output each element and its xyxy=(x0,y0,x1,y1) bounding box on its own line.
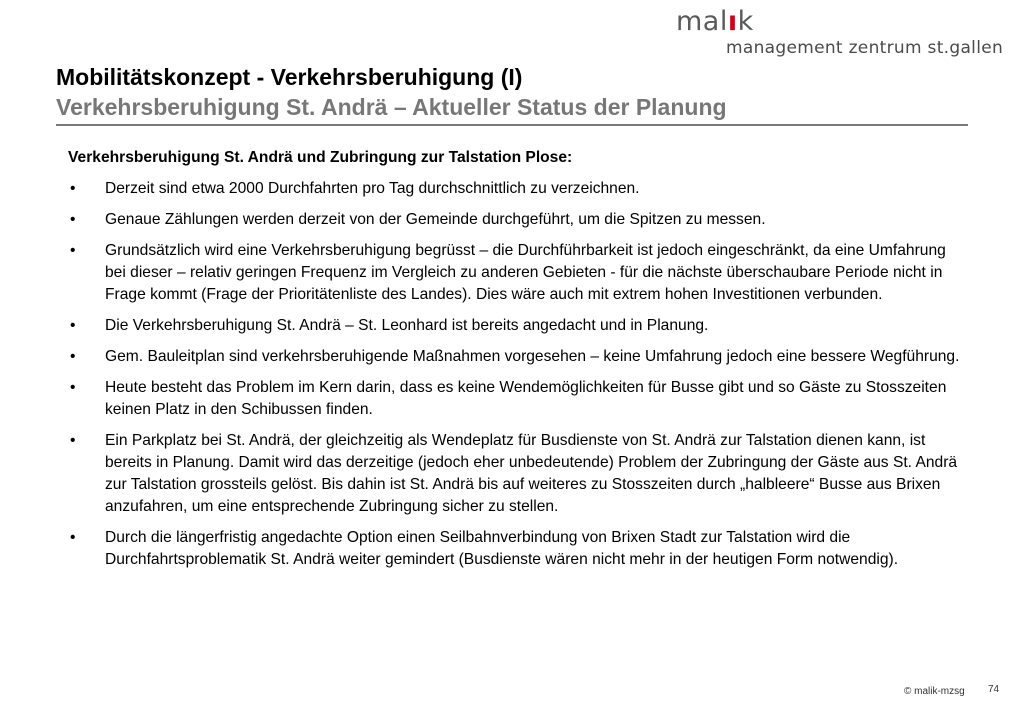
bullet-dot-icon: • xyxy=(70,242,76,259)
bullet-dot-icon: • xyxy=(70,180,76,197)
logo-subline: management zentrum st.gallen xyxy=(726,38,1004,58)
bullet-item xyxy=(68,178,968,200)
bullet-list xyxy=(68,178,968,571)
logo-accent: ı xyxy=(727,6,738,37)
bullet-item xyxy=(68,430,968,518)
logo-wordmark: malık xyxy=(676,6,754,37)
bullet-item xyxy=(68,377,968,421)
bullet-item xyxy=(68,527,968,571)
bullet-dot-icon: • xyxy=(70,529,76,546)
bullet-item xyxy=(68,346,968,368)
bullet-dot-icon: • xyxy=(70,211,76,228)
bullet-dot-icon: • xyxy=(70,379,76,396)
bullet-text: Genaue Zählungen werden derzeit von der Gemeinde durchgeführt, um die Spitzen zu messen. xyxy=(105,211,766,228)
bullet-text: Ein Parkplatz bei St. Andrä, der gleichzeitig als Wendeplatz für Busdienste von St. Andrä zur Talstation dienen kann, ist bereits in Planung. Damit wird das derzeitige (jedoch eher unbedeutende) Problem der Zubringung der Gäste aus St. Andrä zur Talstation grossteils gelöst. Bis dahin ist St. Andrä bis auf weiteres zu Stosszeiten durch „halbleere“ Busse aus Brixen anzufahren, um eine entsprechende Zubringung sicher zu stellen. xyxy=(105,432,958,515)
bullet-text: Gem. Bauleitplan sind verkehrsberuhigende Maßnahmen vorgesehen – keine Umfahrung jedoch eine bessere Wegführung. xyxy=(105,348,960,365)
bullet-item xyxy=(68,240,968,306)
bullet-text: Grundsätzlich wird eine Verkehrsberuhigung begrüsst – die Durchführbarkeit ist jedoch eingeschränkt, da eine Umfahrung bei dieser – relativ geringen Frequenz im Vergleich zu anderen Gebieten - für die nächste überschaubare Periode nicht in Frage kommt (Frage der Prioritätenliste des Landes). Dies wäre auch mit extrem hohen Investitionen verbunden. xyxy=(105,242,946,303)
page-number: 74 xyxy=(988,684,1000,695)
title-divider xyxy=(56,124,968,126)
bullet-item xyxy=(68,315,968,337)
bullet-dot-icon: • xyxy=(70,317,76,334)
malik-logo xyxy=(676,6,1004,62)
slide-content xyxy=(68,147,968,580)
page-title: Mobilitätskonzept - Verkehrsberuhigung (I) xyxy=(56,64,523,90)
bullet-text: Heute besteht das Problem im Kern darin, dass es keine Wendemöglichkeiten für Busse gibt und so Gäste zu Stosszeiten keinen Platz in den Schibussen finden. xyxy=(105,379,947,418)
footer-copyright: © malik-mzsg xyxy=(904,686,965,697)
section-heading: Verkehrsberuhigung St. Andrä und Zubringung zur Talstation Plose: xyxy=(68,149,573,166)
bullet-text: Durch die längerfristig angedachte Option einen Seilbahnverbindung von Brixen Stadt zur Talstation wird die Durchfahrtsproblematik St. Andrä weiter gemindert (Busdienste wären nicht mehr in der heutigen Form notwendig). xyxy=(105,529,899,568)
bullet-item xyxy=(68,209,968,231)
bullet-dot-icon: • xyxy=(70,348,76,365)
bullet-text: Die Verkehrsberuhigung St. Andrä – St. Leonhard ist bereits angedacht und in Planung. xyxy=(105,317,709,334)
bullet-text: Derzeit sind etwa 2000 Durchfahrten pro Tag durchschnittlich zu verzeichnen. xyxy=(105,180,640,197)
bullet-dot-icon: • xyxy=(70,432,76,449)
page-subtitle: Verkehrsberuhigung St. Andrä – Aktueller Status der Planung xyxy=(56,94,727,120)
